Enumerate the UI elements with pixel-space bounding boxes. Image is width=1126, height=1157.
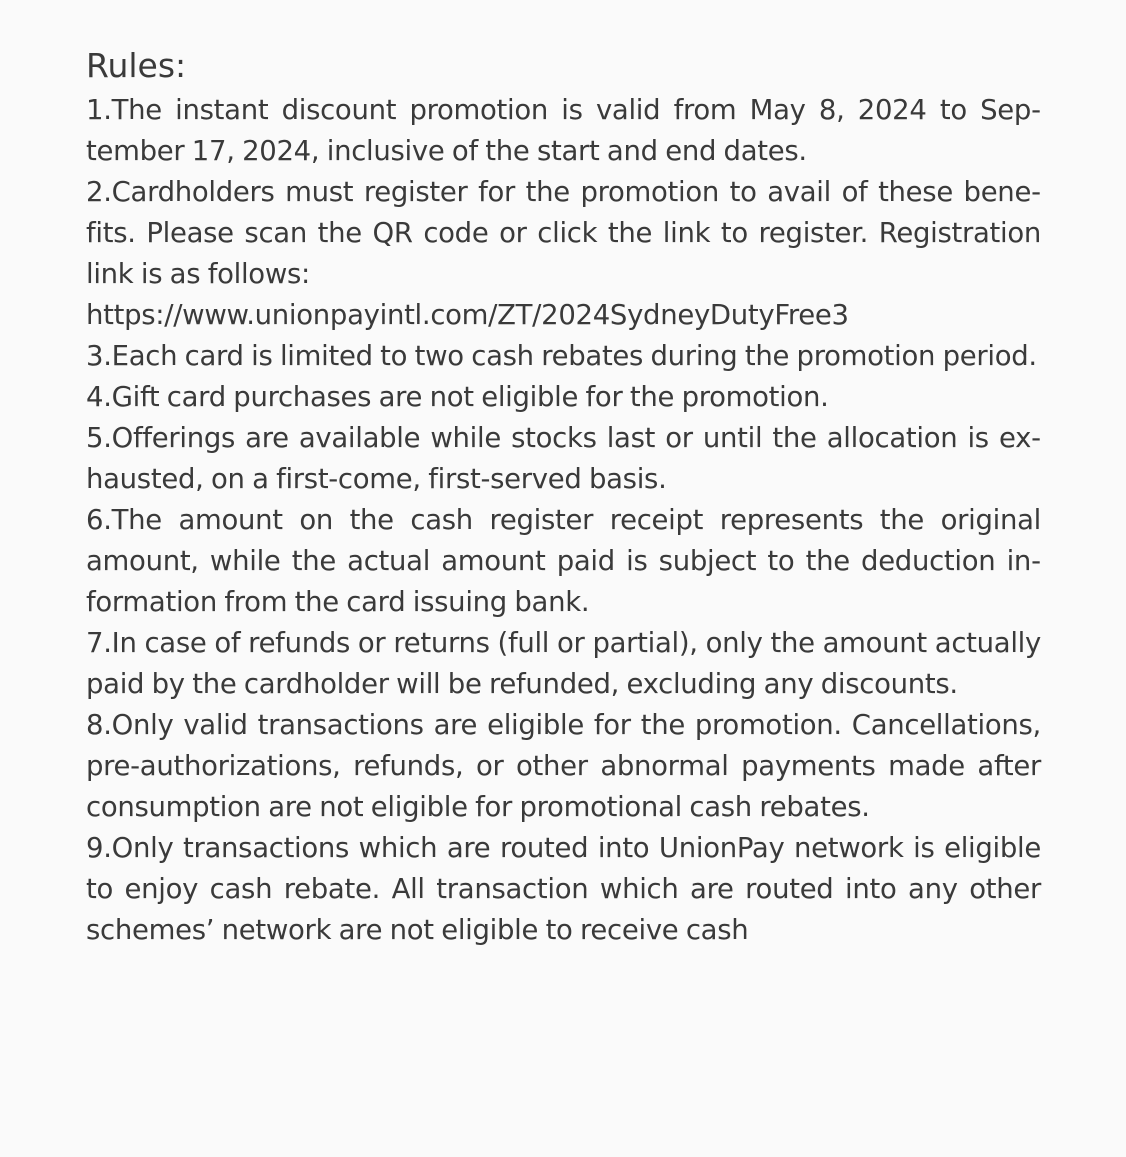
rules-section <box>86 44 1041 951</box>
rules-heading: Rules: <box>86 46 187 85</box>
rule-item-6: 6.The amount on the cash register receipt represents the original amount, while the actual amount paid is subject to the deduction information from the card issuing bank. <box>86 504 1041 618</box>
rule-item-4: 4.Gift card purchases are not eligible for the promotion. <box>86 381 829 413</box>
rule-item-1: 1.The instant discount promotion is valid from May 8, 2024 to September 17, 2024, inclusive of the start and end dates. <box>86 94 1041 167</box>
rule-item-3: 3.Each card is limited to two cash rebates during the promotion period. <box>86 340 1037 372</box>
rule-item-7: 7.In case of refunds or returns (full or partial), only the amount actually paid by the cardholder will be refunded, excluding any discounts. <box>86 627 1041 700</box>
rule-item-9: 9.Only transactions which are routed into UnionPay network is eligible to enjoy cash rebate. All transaction which are routed into any other schemes’ network are not eligible to receive cash <box>86 832 1041 946</box>
rule-item-2: 2.Cardholders must register for the promotion to avail of these benefits. Please scan the QR code or click the link to register. Registration link is as follows: <box>86 176 1041 290</box>
rule-item-8: 8.Only valid transactions are eligible for the promotion. Cancellations, pre-authorizations, refunds, or other abnormal payments made after consumption are not eligible for promotional cash rebates. <box>86 709 1041 823</box>
rule-item-5: 5.Offerings are available while stocks last or until the allocation is exhausted, on a first-come, first-served basis. <box>86 422 1041 495</box>
registration-link[interactable]: https://www.unionpayintl.com/ZT/2024SydneyDutyFree3 <box>86 299 849 331</box>
